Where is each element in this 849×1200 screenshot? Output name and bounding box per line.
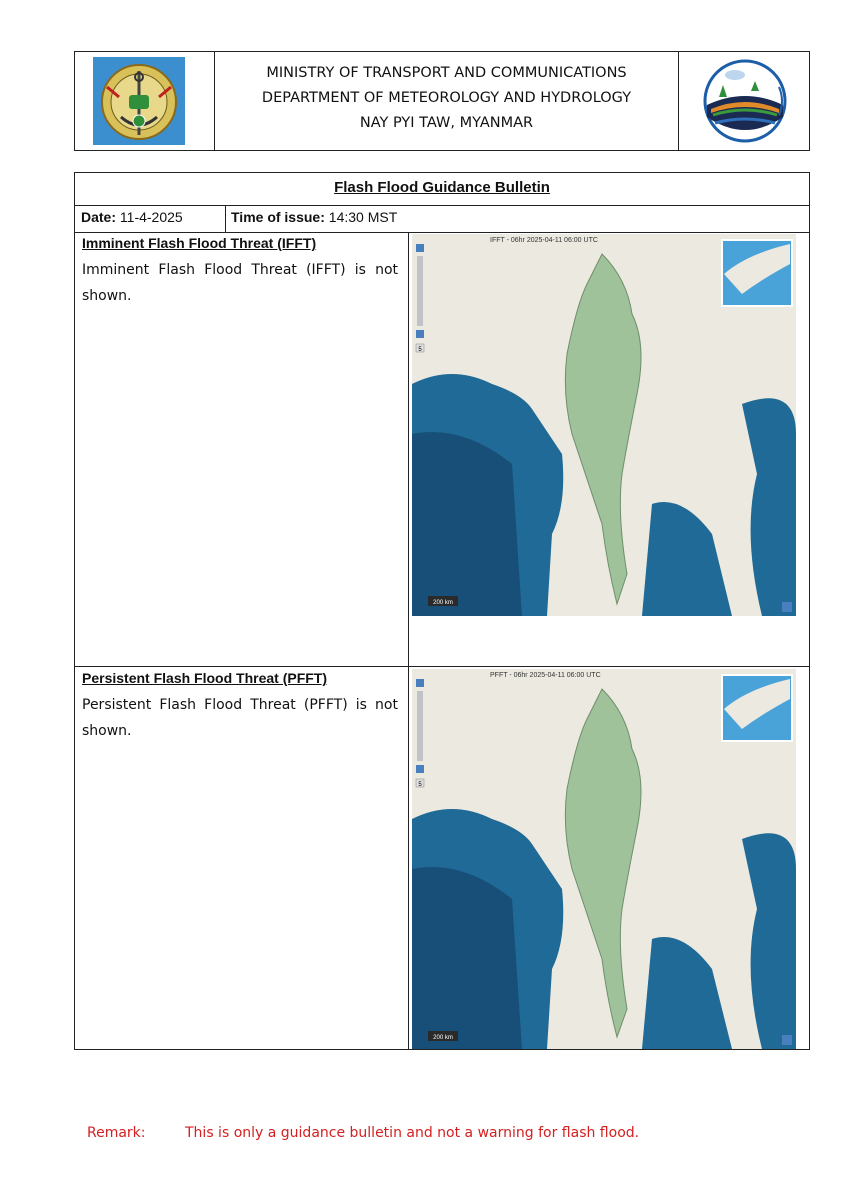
remark <box>87 1125 640 1141</box>
ifft-map[interactable] <box>412 234 796 616</box>
pfft-section <box>75 667 809 1049</box>
ifft-text: Imminent Flash Flood Threat (IFFT) is not shown. <box>82 262 398 304</box>
bulletin-meta <box>75 205 809 233</box>
header-banner <box>74 51 810 151</box>
department-name: DEPARTMENT OF METEOROLOGY AND HYDROLOGY <box>261 90 632 106</box>
ministry-logo <box>75 52 215 150</box>
time-of-issue-field: Time of issue: 14:30 MST <box>231 209 398 225</box>
bulletin-table <box>74 172 810 1050</box>
ifft-zoom-level: 5 <box>418 347 422 353</box>
pfft-zoom-level: 5 <box>418 782 422 788</box>
pfft-map[interactable] <box>412 669 796 1049</box>
ifft-map-caption: IFFT - 06hr 2025-04-11 06:00 UTC <box>490 237 598 244</box>
ifft-scale: 200 km <box>433 600 453 606</box>
location: NAY PYI TAW, MYANMAR <box>359 115 534 131</box>
pfft-title: Persistent Flash Flood Threat (PFFT) <box>82 670 328 686</box>
remark-text: This is only a guidance bulletin and not a warning for flash flood. <box>185 1125 640 1141</box>
ifft-title: Imminent Flash Flood Threat (IFFT) <box>82 235 317 251</box>
dmh-logo <box>678 52 809 150</box>
ifft-section <box>75 232 809 667</box>
pfft-map-caption: PFFT - 06hr 2025-04-11 06:00 UTC <box>490 672 601 679</box>
pfft-text: Persistent Flash Flood Threat (PFFT) is not shown. <box>82 697 398 739</box>
header-titles <box>214 52 679 150</box>
bulletin-title: Flash Flood Guidance Bulletin <box>75 173 809 206</box>
pfft-scale: 200 km <box>433 1035 453 1041</box>
remark-label: Remark: <box>87 1125 146 1141</box>
date-field: Date: 11-4-2025 <box>81 209 183 225</box>
ministry-name: MINISTRY OF TRANSPORT AND COMMUNICATIONS <box>266 65 627 81</box>
